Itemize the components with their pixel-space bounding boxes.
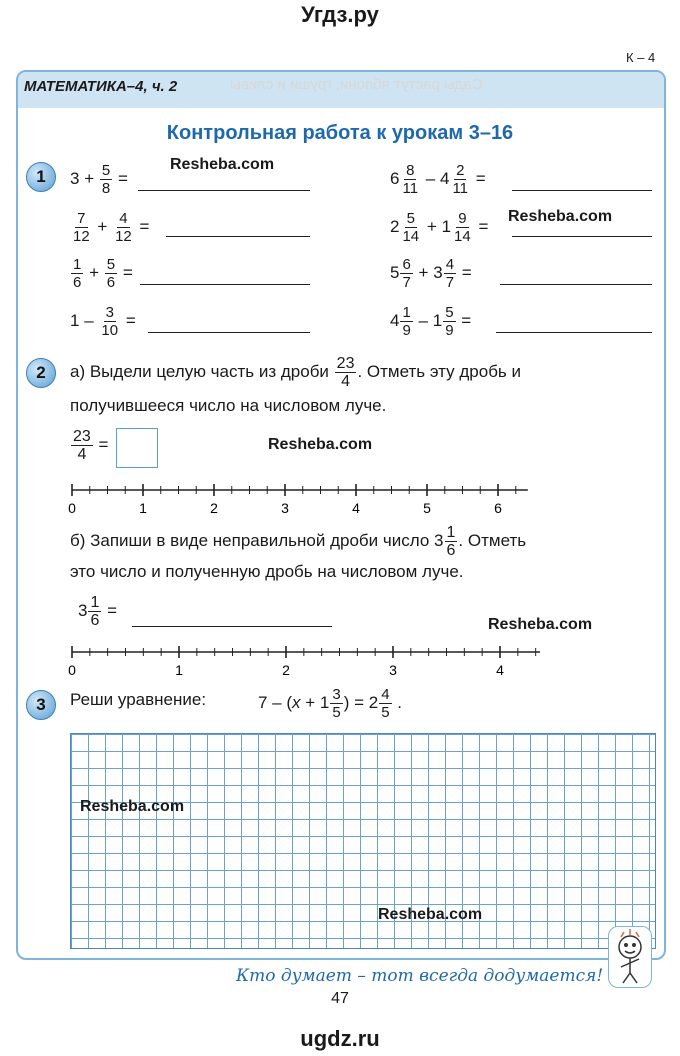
- tick-label: 1: [175, 662, 183, 678]
- answer-line[interactable]: [140, 284, 310, 285]
- watermark: Resheba.com: [378, 906, 483, 923]
- tick-label: 5: [423, 500, 431, 516]
- bleed-through-text: Сады растут яблони, груши и сливы: [230, 76, 483, 93]
- task-2a-text-line2: получившееся число на числовом луче.: [70, 396, 387, 415]
- site-footer: ugdz.ru: [300, 1026, 380, 1051]
- t1-left-0: 3 + $\frac{5}{8}$ =: [70, 162, 128, 197]
- task-3-equation: 7 – (x + 1 $\frac{3}{5}$ ) = 2 $\frac{4}{5}$ .: [258, 686, 403, 721]
- answer-line[interactable]: [166, 236, 310, 237]
- tick-label: 4: [496, 662, 504, 678]
- t1-right-1: 2 $\frac{5}{14}$ + 1 $\frac{9}{14}$ =: [390, 210, 489, 245]
- book-title: МАТЕМАТИКА–4, ч. 2: [24, 78, 178, 95]
- tick-label: 4: [352, 500, 360, 516]
- mascot-illustration: [608, 926, 652, 988]
- answer-line[interactable]: [148, 332, 310, 333]
- task-2b-text-line2: это число и полученную дробь на числовом луче.: [70, 562, 464, 581]
- site-header: Угдз.ру: [301, 2, 379, 27]
- number-line-2-ticks: [68, 646, 540, 678]
- tick-label: 6: [494, 500, 502, 516]
- answer-line[interactable]: [132, 626, 332, 627]
- number-line-1-ticks: [68, 484, 528, 516]
- task-2-badge: 2: [26, 358, 56, 388]
- answer-line[interactable]: [512, 236, 652, 237]
- watermark: Resheba.com: [508, 208, 613, 225]
- t1-left-3: 1 – $\frac{3}{10}$ =: [70, 304, 136, 339]
- tick-label: 1: [139, 500, 147, 516]
- tick-label: 3: [389, 662, 397, 678]
- answer-line[interactable]: [496, 332, 652, 333]
- t1-left-2: $\frac{1}{6}$ + $\frac{5}{6}$ =: [73, 256, 133, 291]
- answer-line[interactable]: [512, 190, 652, 191]
- task-2a-fraction: $\frac{23}{4}$ =: [73, 428, 109, 463]
- tick-label: 2: [282, 662, 290, 678]
- answer-line[interactable]: [500, 284, 652, 285]
- number-line-2[interactable]: [60, 640, 540, 680]
- number-line-1[interactable]: [60, 478, 540, 518]
- watermark: Resheba.com: [170, 156, 275, 173]
- tick-label: 0: [68, 662, 76, 678]
- watermark: Resheba.com: [488, 616, 593, 633]
- t1-left-1: $\frac{7}{12}$ + $\frac{4}{12}$ =: [73, 210, 150, 245]
- page-title: Контрольная работа к урокам 3–16: [166, 122, 514, 144]
- watermark: Resheba.com: [80, 798, 185, 815]
- tick-label: 3: [281, 500, 289, 516]
- t1-right-0: 6 $\frac{8}{11}$ – 4 $\frac{2}{11}$ =: [390, 162, 486, 197]
- t1-right-3: 4 $\frac{1}{9}$ – 1 $\frac{5}{9}$ =: [390, 304, 472, 339]
- task-2a-text: а) Выдели целую часть из дроби $\frac{23}{4}$ . Отметь эту дробь и: [70, 355, 522, 390]
- page-number: 47: [331, 990, 349, 1007]
- answer-line[interactable]: [138, 190, 310, 191]
- watermark: Resheba.com: [268, 436, 373, 453]
- tick-label: 2: [210, 500, 218, 516]
- tick-label: 0: [68, 500, 76, 516]
- answer-grid[interactable]: [70, 733, 656, 949]
- answer-box[interactable]: [116, 428, 158, 468]
- t1-right-2: 5 $\frac{6}{7}$ + 3 $\frac{4}{7}$ =: [390, 256, 472, 291]
- task-3-badge: 3: [26, 690, 56, 720]
- task-1-badge: 1: [26, 162, 56, 192]
- task-2b-text: б) Запиши в виде неправильной дроби число 3 $\frac{1}{6}$ . Отметь: [70, 524, 527, 559]
- motto: Кто думает – тот всегда додумается!: [236, 966, 604, 986]
- task-3-text: Реши уравнение:: [70, 690, 207, 709]
- task-2b-mixed: 3 $\frac{1}{6}$ =: [78, 594, 118, 629]
- page-code: К – 4: [626, 50, 656, 65]
